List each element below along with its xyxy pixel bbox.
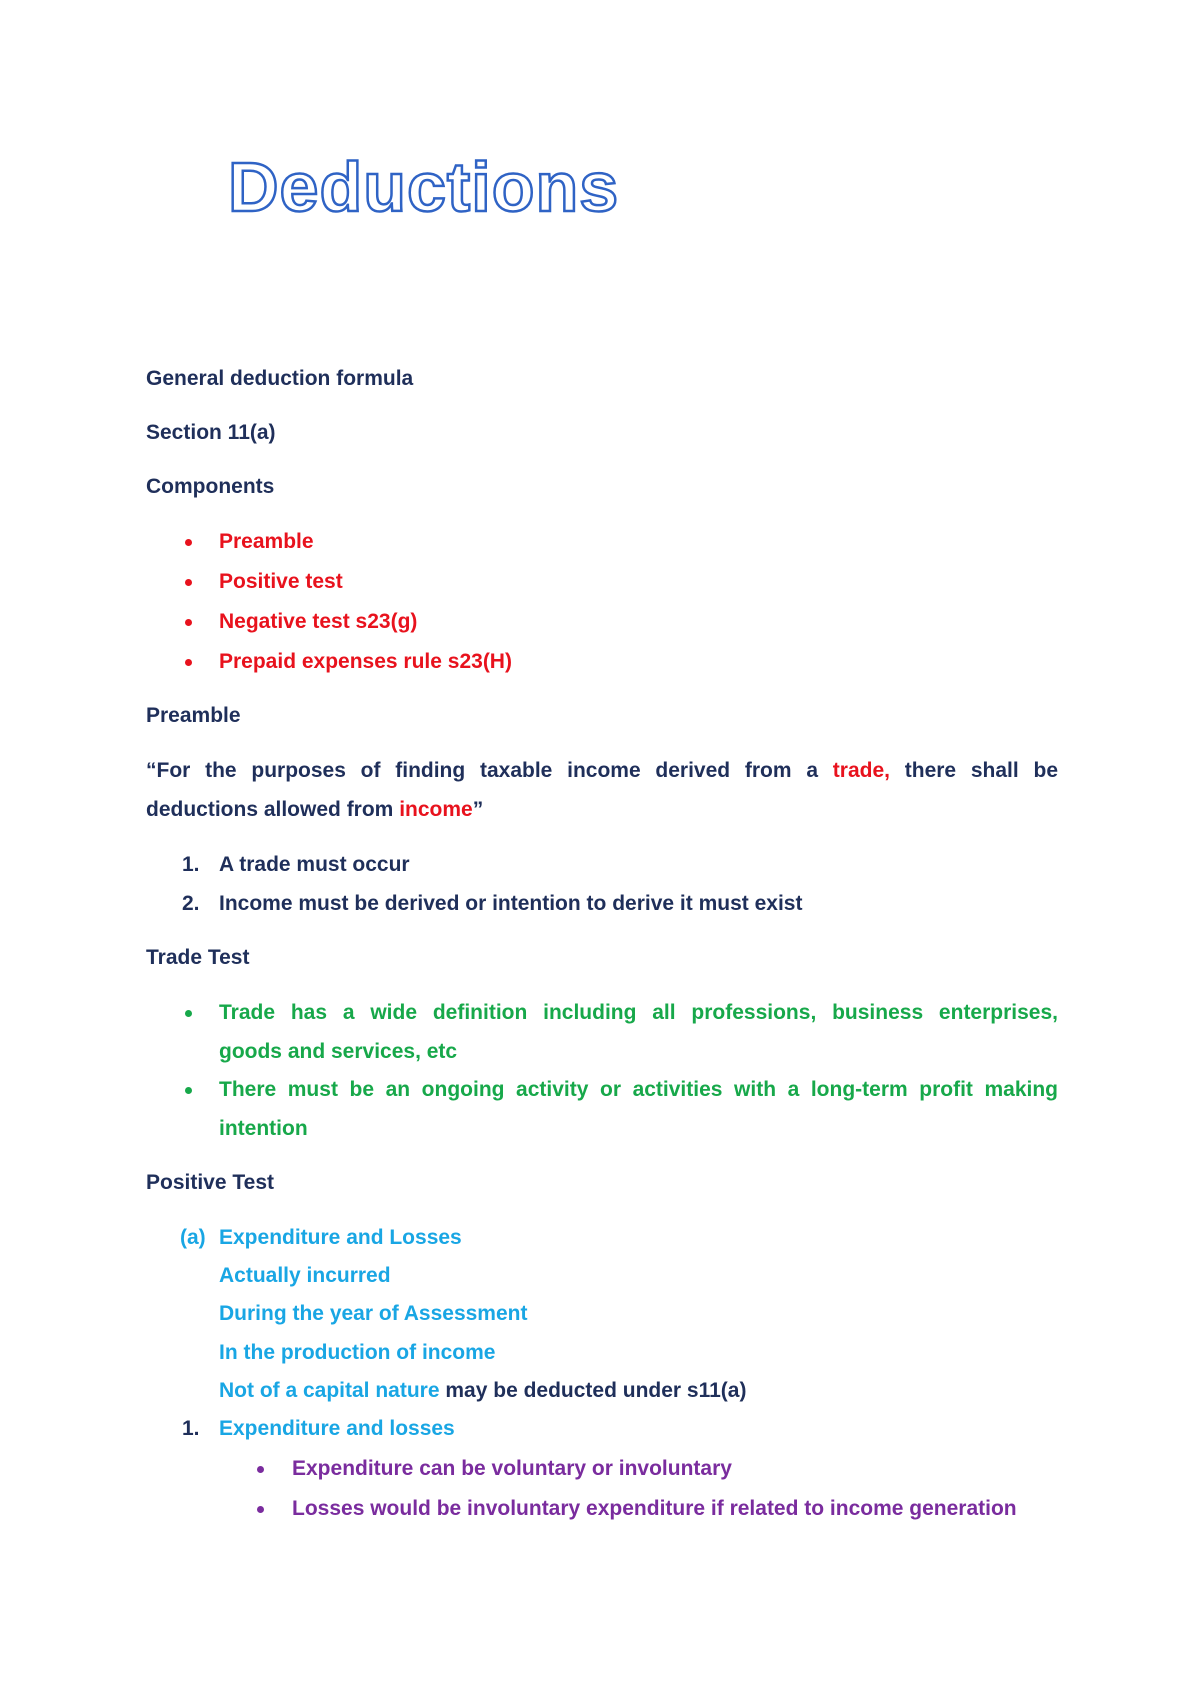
expenditure-item: Expenditure and losses	[219, 1417, 455, 1440]
bullet-icon	[185, 1010, 192, 1017]
positive-capital-nature: Not of a capital nature	[219, 1379, 440, 1402]
positive-test-heading: Positive Test	[146, 1171, 274, 1194]
list-number: 1.	[182, 853, 200, 876]
page-title: Deductions	[228, 148, 620, 226]
positive-line: During the year of Assessment	[219, 1302, 528, 1325]
section-reference: Section 11(a)	[146, 421, 276, 444]
positive-deducted-text: may be deducted under s11(a)	[445, 1379, 747, 1402]
bullet-icon	[185, 539, 192, 546]
quote-text: there shall be	[904, 760, 1058, 782]
positive-line-last	[219, 1380, 746, 1401]
trade-bullet-line: Trade has a wide definition including all professions, business enterprises,	[219, 1001, 1058, 1024]
preamble-point: Income must be derived or intention to derive it must exist	[219, 892, 803, 915]
trade-bullet-line: intention	[219, 1117, 308, 1140]
preamble-heading: Preamble	[146, 704, 241, 727]
component-item: Positive test	[219, 570, 343, 593]
bullet-icon	[185, 659, 192, 666]
bullet-icon	[185, 619, 192, 626]
bullet-icon	[185, 579, 192, 586]
trade-bullet-line: goods and services, etc	[219, 1040, 458, 1063]
bullet-icon	[257, 1506, 264, 1513]
quote-income: income	[399, 798, 473, 821]
positive-line: Expenditure and Losses	[219, 1226, 462, 1249]
list-number: 2.	[182, 892, 200, 915]
quote-trade: trade,	[832, 760, 890, 782]
bullet-icon	[257, 1466, 264, 1473]
heading-general-deduction: General deduction formula	[146, 367, 414, 390]
positive-line: Actually incurred	[219, 1264, 391, 1287]
preamble-quote-line1	[146, 760, 1058, 784]
positive-label: (a)	[180, 1226, 206, 1249]
quote-text: deductions allowed from	[146, 798, 394, 821]
positive-line: In the production of income	[219, 1341, 496, 1364]
trade-bullet-line: There must be an ongoing activity or activities with a long-term profit making	[219, 1078, 1058, 1101]
component-item: Negative test s23(g)	[219, 610, 418, 633]
quote-text: “For the purposes of finding taxable income derived from a	[146, 760, 818, 782]
preamble-point: A trade must occur	[219, 853, 410, 876]
expenditure-bullet: Expenditure can be voluntary or involuntary	[292, 1457, 732, 1480]
component-item: Prepaid expenses rule s23(H)	[219, 650, 512, 673]
quote-close: ”	[472, 798, 484, 821]
expenditure-bullet: Losses would be involuntary expenditure if related to income generation	[292, 1497, 1017, 1520]
preamble-quote-line2	[146, 799, 483, 820]
bullet-icon	[185, 1087, 192, 1094]
trade-test-heading: Trade Test	[146, 946, 250, 969]
components-heading: Components	[146, 475, 275, 498]
list-number: 1.	[182, 1417, 200, 1440]
component-item: Preamble	[219, 530, 314, 553]
